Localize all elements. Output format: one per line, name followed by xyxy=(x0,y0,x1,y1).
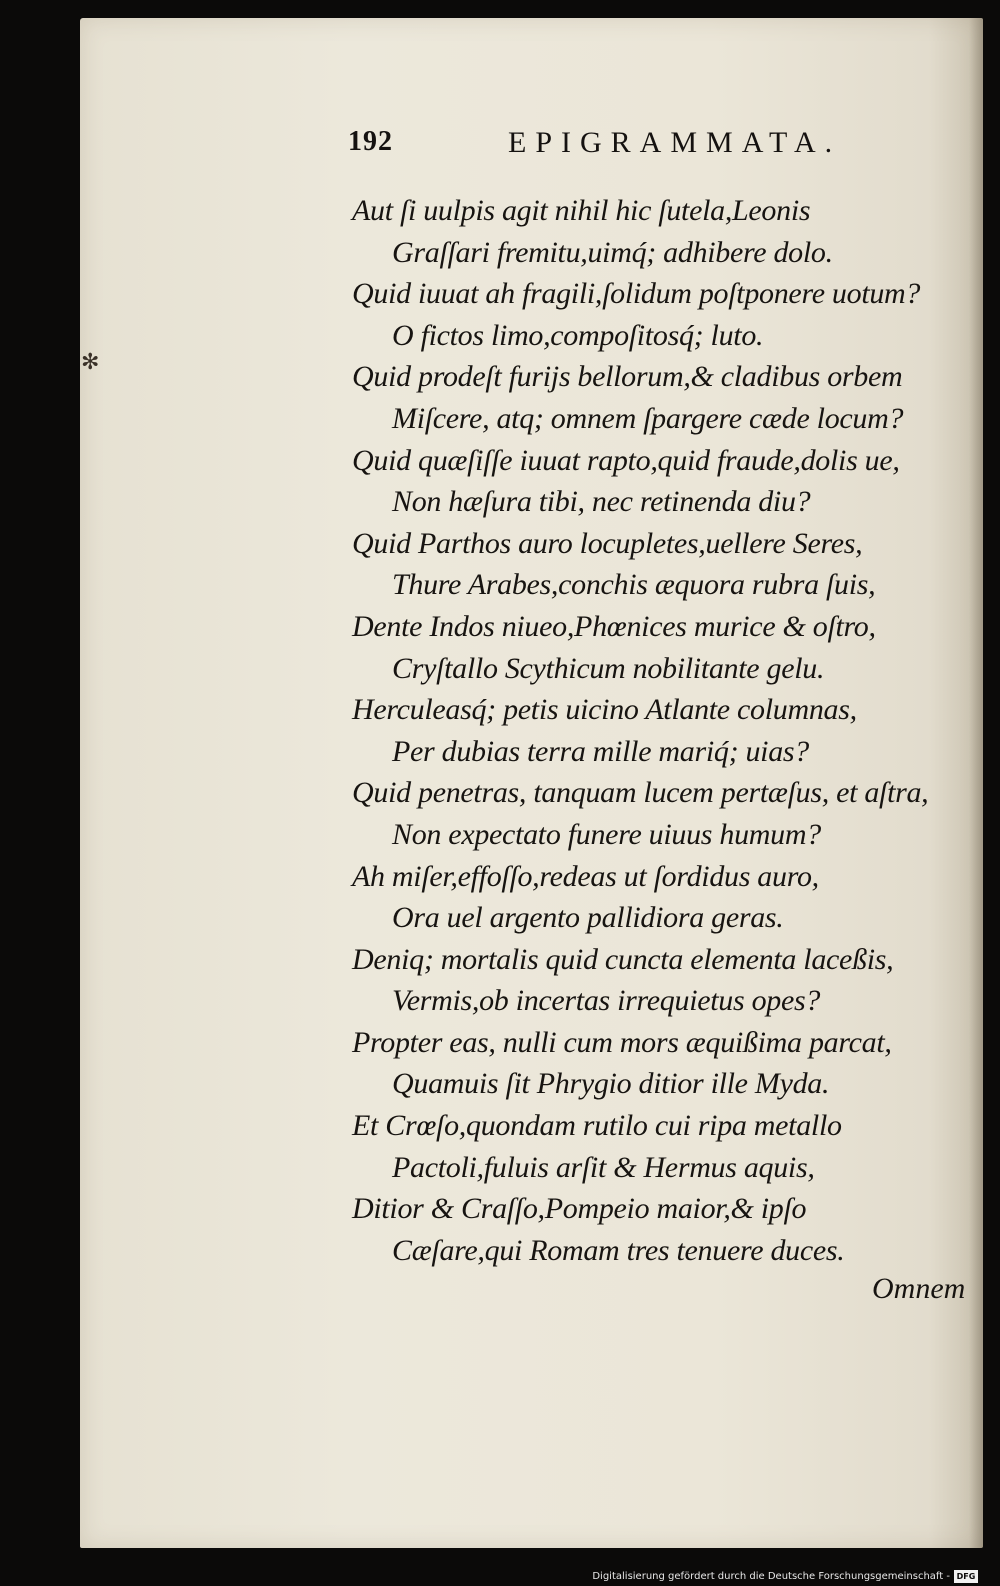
verse-line: Vermis,ob incertas irrequietus opes? xyxy=(392,984,821,1018)
verse-line: Ditior & Craſſo,Pompeio maior,& ipſo xyxy=(352,1192,807,1226)
poem-text xyxy=(352,190,982,1271)
verse-line: Cryſtallo Scythicum nobilitante gelu. xyxy=(392,651,825,685)
verse-line: Dente Indos niueo,Phœnices murice & oſtro, xyxy=(352,609,876,643)
verse-line: Ah miſer,effoſſo,redeas ut ſordidus auro, xyxy=(352,859,819,893)
verse-line: Pactoli,fuluis arſit & Hermus aquis, xyxy=(392,1150,815,1184)
verse-line: Quid Parthos auro locupletes,uellere Seres, xyxy=(352,526,863,560)
verse-line: Per dubias terra mille mariq́; uias? xyxy=(392,734,809,768)
verse-line: Herculeasq́; petis uicino Atlante columnas, xyxy=(352,693,857,727)
verse-line: Quid quæſiſſe iuuat rapto,quid fraude,dolis ue, xyxy=(352,443,900,477)
running-head: EPIGRAMMATA. xyxy=(508,126,842,159)
verse-line: Non hæſura tibi, nec retinenda diu? xyxy=(392,485,811,519)
catchword: Omnem xyxy=(872,1272,966,1305)
verse-line: Quid prodeſt furijs bellorum,& cladibus orbem xyxy=(352,360,903,394)
digitization-credit: Digitalisierung gefördert durch die Deutsche Forschungsgemeinschaft - xyxy=(592,1571,950,1582)
verse-line: Quamuis ſit Phrygio ditior ille Myda. xyxy=(392,1067,830,1101)
verse-line: Deniq; mortalis quid cuncta elementa laceßis, xyxy=(352,942,894,976)
dfg-logo: DFG xyxy=(954,1570,978,1583)
verse-line: Miſcere, atq; omnem ſpargere cæde locum? xyxy=(392,401,904,435)
verse-line: Ora uel argento pallidiora geras. xyxy=(392,901,784,935)
book-page xyxy=(80,18,983,1548)
verse-line: Quid iuuat ah fragili,ſolidum poſtponere uotum? xyxy=(352,277,921,311)
verse-line: Cæſare,qui Romam tres tenuere duces. xyxy=(392,1233,845,1267)
printer-ornament-icon: ✻ xyxy=(81,350,100,375)
page-number: 192 xyxy=(348,126,393,157)
page-header xyxy=(348,126,868,176)
verse-line: Quid penetras, tanquam lucem pertæſus, et aſtra, xyxy=(352,776,929,810)
verse-line: O fictos limo,compoſitosq́; luto. xyxy=(392,318,764,352)
verse-line: Thure Arabes,conchis æquora rubra ſuis, xyxy=(392,568,876,602)
verse-line: Non expectato funere uiuus humum? xyxy=(392,817,821,851)
verse-line: Graſſari fremitu,uimq́; adhibere dolo. xyxy=(392,235,833,269)
verse-line: Aut ſi uulpis agit nihil hic ſutela,Leonis xyxy=(352,194,811,227)
verse-line: Et Crœſo,quondam rutilo cui ripa metallo xyxy=(352,1109,842,1143)
verse-line: Propter eas, nulli cum mors æquißima parcat, xyxy=(352,1025,892,1059)
